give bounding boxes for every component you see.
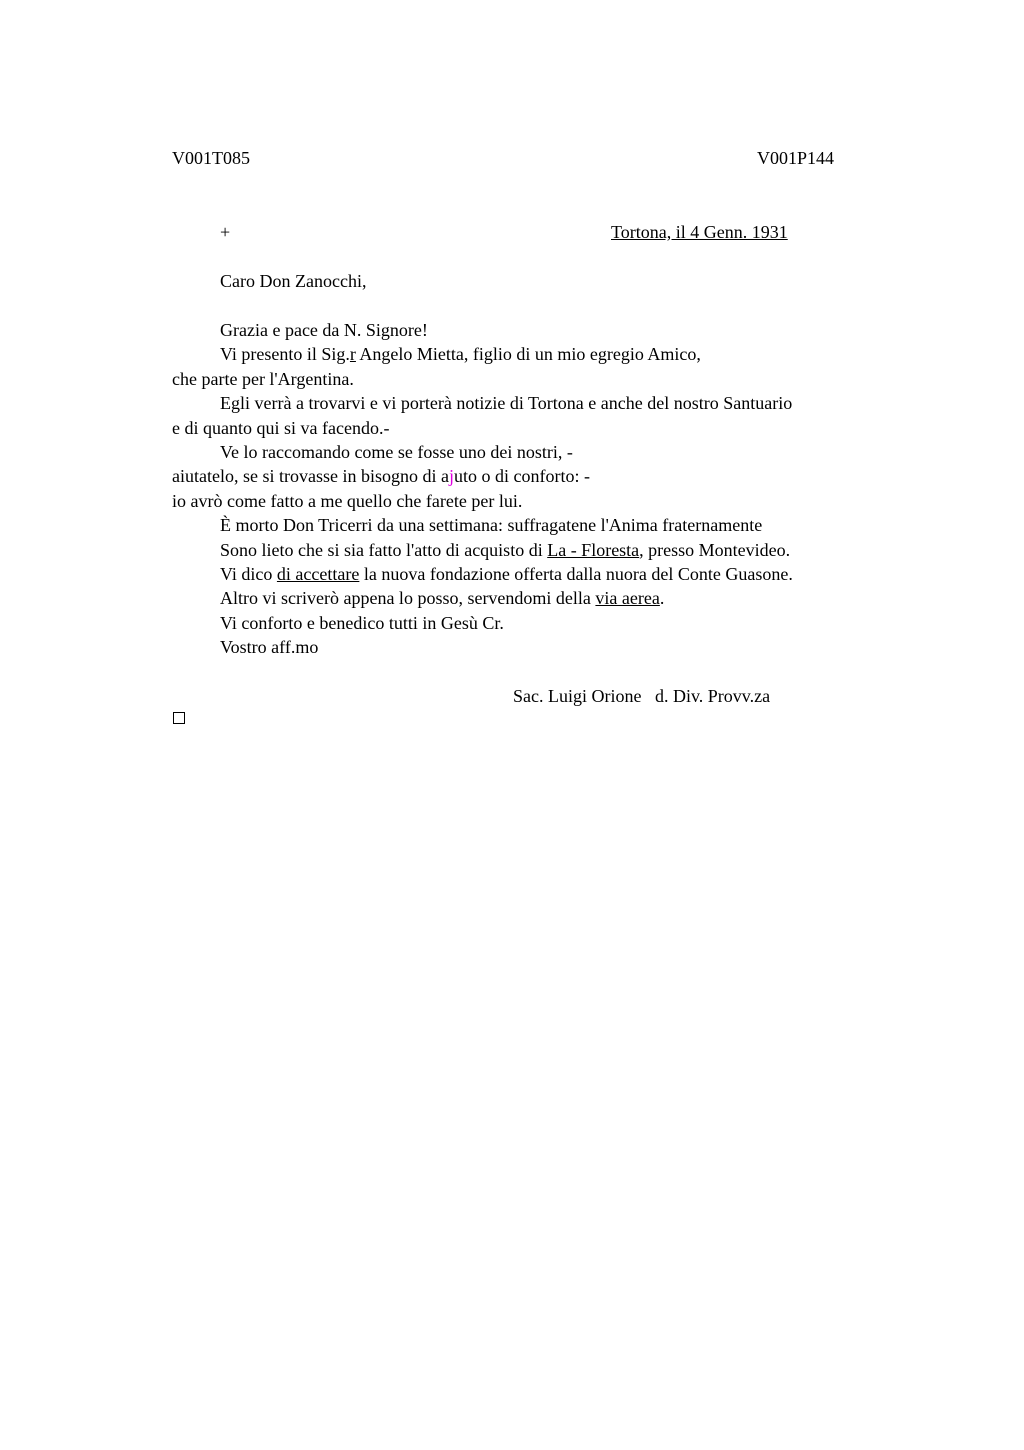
paragraph-line: e di quanto qui si va facendo.-: [172, 418, 390, 438]
paragraph-line: aiutatelo, se si trovasse in bisogno di ajuto o di conforto: -: [172, 466, 590, 486]
paragraph-line: Vi dico di accettare la nuova fondazione offerta dalla nuora del Conte Guasone.: [220, 564, 793, 584]
paragraph-line: Altro vi scriverò appena lo posso, servendomi della via aerea.: [220, 588, 665, 608]
greeting: Grazia e pace da N. Signore!: [220, 320, 428, 340]
paragraph-line: È morto Don Tricerri da una settimana: suffragatene l'Anima fraternamente: [220, 515, 763, 535]
document-code-left: V001T085: [172, 148, 250, 168]
cross-symbol: +: [220, 222, 231, 242]
salutation: Caro Don Zanocchi,: [220, 271, 367, 291]
highlighted-letter: j: [448, 466, 454, 486]
closing: Vostro aff.mo: [220, 637, 319, 657]
paragraph-line: Ve lo raccomando come se fosse uno dei nostri, -: [220, 442, 573, 462]
signature: Sac. Luigi Orione d. Div. Provv.za: [513, 686, 771, 706]
paragraph-line: Egli verrà a trovarvi e vi porterà notizie di Tortona e anche del nostro Santuario: [220, 393, 793, 413]
paragraph-line: Sono lieto che si sia fatto l'atto di acquisto di La - Floresta, presso Montevideo.: [220, 540, 791, 560]
paragraph-line: io avrò come fatto a me quello che farete per lui.: [172, 491, 523, 511]
paragraph-line: Vi presento il Sig.r Angelo Mietta, figlio di un mio egregio Amico,: [220, 344, 701, 364]
underlined-text: via aerea: [595, 588, 660, 608]
checkbox-icon: [173, 712, 185, 724]
underlined-text: La - Floresta: [547, 540, 640, 560]
paragraph-line: Vi conforto e benedico tutti in Gesù Cr.: [220, 613, 504, 633]
paragraph-line: che parte per l'Argentina.: [172, 369, 354, 389]
place-date: Tortona, il 4 Genn. 1931: [611, 222, 788, 242]
underlined-text: di accettare: [276, 564, 360, 584]
document-code-right: V001P144: [757, 148, 835, 168]
